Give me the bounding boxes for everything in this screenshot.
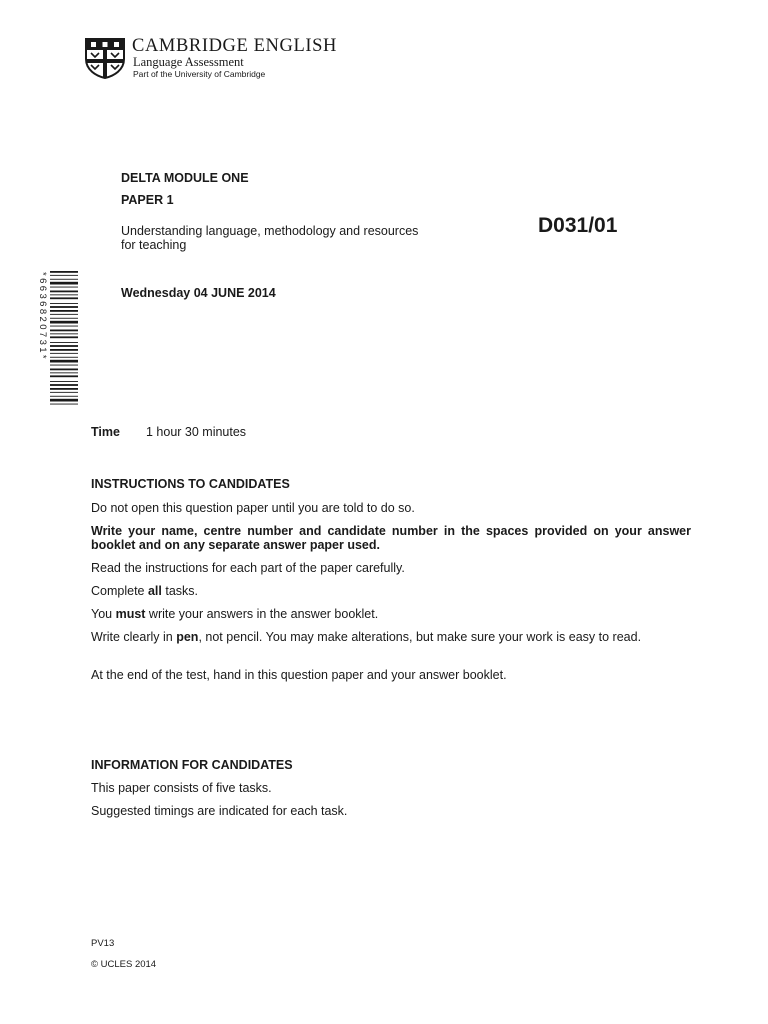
- instruction-line-2: Write your name, centre number and candidate number in the spaces provided on your answer booklet and on any separate answer paper used.: [91, 524, 691, 552]
- information-heading: INFORMATION FOR CANDIDATES: [91, 758, 293, 772]
- barcode-graphic: [50, 271, 78, 407]
- exam-description-line1: Understanding language, methodology and resources: [121, 224, 419, 238]
- information-line-2: Suggested timings are indicated for each task.: [91, 804, 348, 818]
- brand-title: CAMBRIDGE ENGLISH: [132, 36, 337, 56]
- exam-date: Wednesday 04 JUNE 2014: [121, 286, 276, 300]
- instruction-line-5-post: write your answers in the answer booklet.: [145, 607, 379, 621]
- exam-code: D031/01: [538, 214, 618, 237]
- instruction-line-4: [91, 584, 691, 598]
- exam-paper: PAPER 1: [121, 193, 174, 207]
- instruction-line-1: Do not open this question paper until you are told to do so.: [91, 501, 415, 515]
- cambridge-crest-icon: [84, 37, 126, 79]
- brand-subtitle: Language Assessment: [133, 55, 244, 69]
- instruction-line-3: Read the instructions for each part of the paper carefully.: [91, 561, 405, 575]
- footer-copyright: © UCLES 2014: [91, 959, 157, 970]
- instruction-line-6-post: , not pencil. You may make alterations, but make sure your work is easy to read.: [198, 630, 642, 644]
- instruction-line-4-bold: all: [147, 584, 162, 598]
- instruction-line-5: [91, 607, 691, 621]
- barcode-number: *6636820731*: [37, 272, 48, 362]
- exam-description: [121, 224, 418, 252]
- exam-module: DELTA MODULE ONE: [121, 171, 249, 185]
- instruction-line-6-bold: pen: [176, 630, 199, 644]
- instruction-line-4-post: tasks.: [161, 584, 199, 598]
- instruction-line-5-pre: You: [91, 607, 116, 621]
- instructions-heading: INSTRUCTIONS TO CANDIDATES: [91, 477, 290, 491]
- exam-description-line2: for teaching: [121, 238, 187, 252]
- instruction-line-5-bold: must: [115, 607, 146, 621]
- time-value: 1 hour 30 minutes: [146, 425, 247, 439]
- instruction-line-4-pre: Complete: [91, 584, 148, 598]
- instruction-line-6-pre: Write clearly in: [91, 630, 177, 644]
- time-label: Time: [91, 425, 120, 439]
- instruction-line-6: [91, 630, 691, 644]
- brand-part-of: Part of the University of Cambridge: [133, 69, 266, 79]
- instruction-line-7: At the end of the test, hand in this question paper and your answer booklet.: [91, 668, 507, 682]
- information-line-1: This paper consists of five tasks.: [91, 781, 272, 795]
- footer-code: PV13: [91, 938, 115, 949]
